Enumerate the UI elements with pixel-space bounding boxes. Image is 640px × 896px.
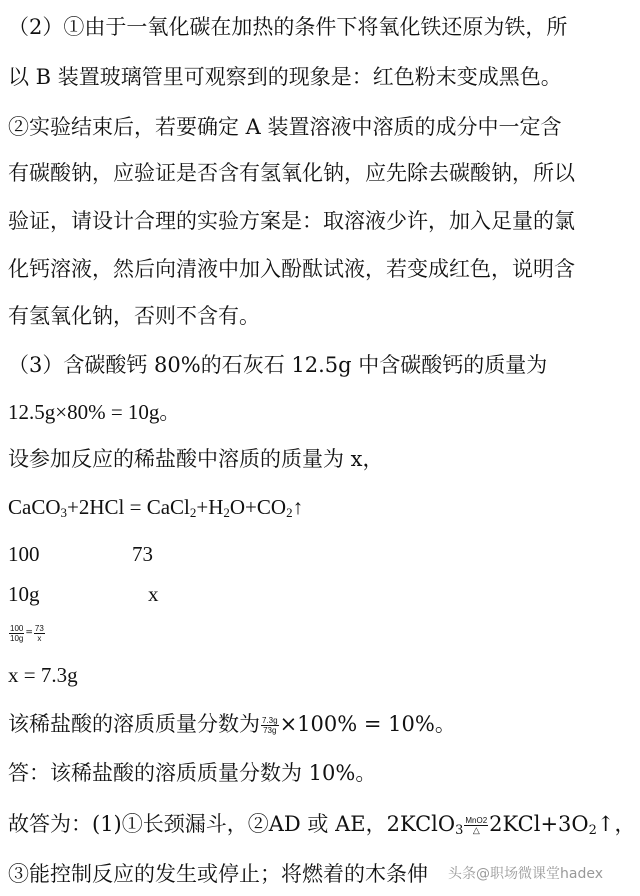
eq-sub: 3 — [60, 505, 67, 520]
text-line-x-result: x = 7.3g — [8, 663, 78, 687]
text-part: ↑， — [596, 812, 636, 836]
mass-hcl: 73 — [132, 542, 153, 566]
text-line-1: （2）①由于一氧化碳在加热的条件下将氧化铁还原为铁，所 — [8, 15, 568, 39]
fraction-denominator: 10g — [10, 633, 24, 643]
text-line-10: 设参加反应的稀盐酸中溶质的质量为 x， — [8, 447, 384, 471]
reaction-condition — [464, 816, 488, 835]
text-line-percentage — [8, 711, 456, 737]
eq-sub: 2 — [588, 823, 597, 838]
heat-symbol: △ — [472, 825, 480, 835]
eq-sub: 3 — [455, 823, 464, 838]
eq-part: +2HCl = CaCl — [67, 495, 190, 519]
mass-ratio-row — [8, 541, 153, 567]
equals-sign: = — [25, 628, 33, 638]
text-line-6: 化钙溶液，然后向清液中加入酚酞试液，若变成红色，说明含 — [8, 257, 575, 281]
mass-caco3: 100 — [8, 542, 40, 566]
fraction-numerator: 73 — [34, 623, 44, 633]
text-line-answer: 答：该稀盐酸的溶质质量分数为 10%。 — [8, 761, 377, 785]
chemical-equation — [8, 494, 303, 520]
text-line-2: 以 B 装置玻璃管里可观察到的现象是：红色粉末变成黑色。 — [8, 65, 562, 89]
eq-arrow: ↑ — [292, 495, 304, 519]
text-line-3: ②实验结束后，若要确定 A 装置溶液中溶质的成分中一定含 — [8, 115, 562, 139]
fraction-numerator: 100 — [10, 623, 24, 633]
unknown-x: x — [148, 582, 159, 606]
eq-part: O+CO — [229, 495, 287, 519]
text-line-9: 12.5g×80% = 10g。 — [8, 400, 181, 424]
text-part: 2KCl+3O — [489, 812, 589, 836]
eq-sub: 2 — [286, 505, 293, 520]
text-part: 故答为：(1)①长颈漏斗，②AD 或 AE，2KClO — [8, 812, 456, 836]
text-line-7: 有氢氧化钠，否则不含有。 — [8, 304, 260, 328]
given-mass-row — [8, 581, 159, 607]
fraction-7.3g-73g — [261, 716, 279, 735]
fraction-denominator: x — [37, 633, 42, 643]
fraction-denominator: 73g — [263, 726, 277, 735]
text-line-final-answer — [8, 811, 636, 837]
text-line-8: （3）含碳酸钙 80%的石灰石 12.5g 中含碳酸钙的质量为 — [8, 353, 548, 377]
eq-sub: 2 — [223, 505, 230, 520]
text-line-5: 验证，请设计合理的实验方案是：取溶液少许，加入足量的氯 — [8, 209, 575, 233]
catalyst-label: MnO2 — [465, 816, 488, 825]
text-part: 该稀盐酸的溶质质量分数为 — [8, 712, 260, 736]
eq-sub: 2 — [189, 505, 197, 520]
text-line-last: ③能控制反应的发生或停止；将燃着的木条伸 — [8, 862, 428, 886]
eq-part: +H — [196, 495, 224, 519]
text-line-4: 有碳酸钠，应验证是否含有氢氧化钠，应先除去碳酸钠，所以 — [8, 161, 575, 185]
fraction-numerator: 7.3g — [262, 716, 278, 725]
fraction-73-x — [34, 624, 45, 643]
watermark: 头条@职场微课堂hadex — [448, 866, 603, 882]
fraction-100-10g — [9, 624, 24, 643]
proportion — [8, 620, 46, 646]
eq-part: CaCO — [8, 495, 61, 519]
text-part: ×100% = 10%。 — [279, 712, 456, 736]
given-caco3: 10g — [8, 582, 40, 606]
